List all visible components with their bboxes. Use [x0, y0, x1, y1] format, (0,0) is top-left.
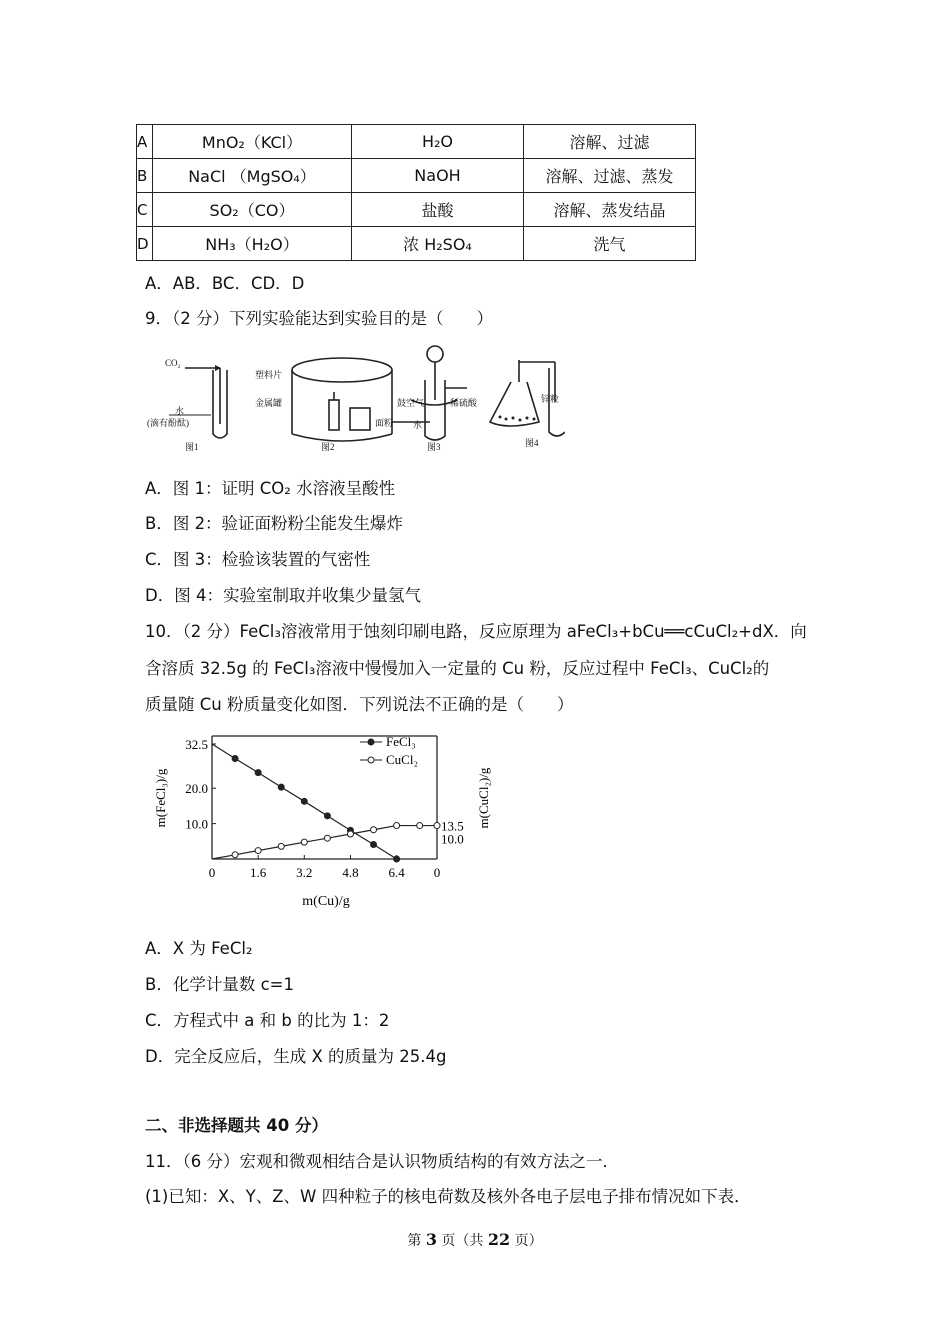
q8-answer-choices: A．AB．BC．CD．D	[145, 274, 305, 293]
q8-method-cell: 溶解、蒸发结晶	[524, 193, 696, 227]
chart-point	[278, 784, 284, 790]
q8-method-cell: 溶解、过滤、蒸发	[524, 159, 696, 193]
chart-point	[434, 823, 440, 829]
q8-method-cell: 洗气	[524, 227, 696, 261]
q8-row	[137, 125, 696, 159]
q9-option-b: B．图 2：验证面粉粉尘能发生爆炸	[145, 514, 404, 533]
q9-label-fig4: 图4	[525, 438, 539, 448]
q9-label-water3: 水	[413, 420, 423, 430]
q9-label-co2: CO₂	[165, 358, 181, 368]
q9-stem: 9．（2 分）下列实验能达到实验目的是（ ）	[145, 309, 493, 328]
q9-label-dilute-acid: 稀硫酸	[450, 398, 478, 408]
chart-point	[232, 852, 238, 858]
chart-x-tick-label: 6.4	[388, 865, 405, 880]
q9-label-can: 金属罐	[255, 398, 283, 408]
chart-y-tick-label: 20.0	[185, 781, 208, 797]
chart-x-end-label: 0	[433, 865, 441, 880]
chart-point	[417, 823, 423, 829]
chart-point	[324, 835, 330, 841]
q9-label-litmus: (滴有酚酞)	[147, 418, 189, 428]
q8-row-label: B	[137, 159, 153, 193]
q8-row	[137, 159, 696, 193]
q9-option-c: C．图 3：检验该装置的气密性	[145, 550, 371, 569]
chart-point	[371, 827, 377, 833]
q9-label-water: 水	[175, 406, 185, 416]
q8-substance-cell: NH₃（H₂O）	[153, 227, 352, 261]
q8-reagent-cell: 浓 H₂SO₄	[352, 227, 524, 261]
q8-row-label: C	[137, 193, 153, 227]
chart-point	[394, 823, 400, 829]
chart-series-line	[212, 826, 437, 859]
q8-method-cell: 溶解、过滤	[524, 125, 696, 159]
chart-x-tick-label: 1.6	[250, 865, 267, 880]
q9-label-fig2: 图2	[321, 442, 335, 452]
q8-row-label: D	[137, 227, 153, 261]
q8-row-label: A	[137, 125, 153, 159]
chart-y-tick-label: 32.5	[185, 737, 208, 752]
footer-page-number: 3	[425, 1230, 437, 1249]
chart-x-label: m(Cu)/g	[302, 894, 350, 909]
q10-option-c: C．方程式中 a 和 b 的比为 1：2	[145, 1011, 390, 1030]
legend-marker	[368, 739, 374, 745]
chart-x-tick-label: 4.8	[342, 865, 359, 880]
q9-label-flour: 面粉	[375, 418, 394, 428]
q8-row	[137, 193, 696, 227]
q10-option-b: B．化学计量数 c=1	[145, 975, 294, 994]
q9-label-fig1: 图1	[185, 442, 199, 452]
chart-y2-tick-label: 13.5	[441, 818, 464, 834]
q8-reagent-cell: H₂O	[352, 125, 524, 159]
footer-total-pages: 22	[487, 1230, 511, 1249]
chart-point	[347, 831, 353, 837]
q8-substance-cell: NaCl （MgSO₄）	[153, 159, 352, 193]
q9-label-air: 鼓空气	[397, 398, 425, 408]
q10-mass-chart	[145, 728, 515, 918]
q10-stem-line-3: 质量随 Cu 粉质量变化如图．下列说法不正确的是（ ）	[145, 695, 574, 714]
chart-point	[301, 798, 307, 804]
q10-stem-line-1: 10．（2 分）FeCl₃溶液常用于蚀刻印刷电路，反应原理为 aFeCl₃+bCu══cCuCl₂+dX．向	[145, 622, 807, 641]
legend-marker	[368, 757, 374, 763]
footer-prefix: 第	[407, 1233, 426, 1249]
chart-x-tick-label: 3.2	[296, 865, 313, 880]
chart-x-tick-label: 0	[208, 865, 216, 880]
legend-label: CuCl₂	[386, 752, 418, 767]
q9-option-d: D．图 4：实验室制取并收集少量氢气	[145, 586, 421, 605]
footer-suffix: 页）	[510, 1233, 543, 1249]
q9-label-plastic: 塑料片	[255, 370, 283, 380]
legend-label: FeCl₃	[386, 734, 416, 749]
chart-point	[301, 839, 307, 845]
chart-y-label: m(FeCl₃)/g	[153, 768, 168, 828]
chart-point	[324, 813, 330, 819]
q8-row	[137, 227, 696, 261]
q8-substance-cell: MnO₂（KCl）	[153, 125, 352, 159]
section-2-title: 二、非选择题共 40 分）	[145, 1116, 328, 1135]
q10-stem-line-2: 含溶质 32.5g 的 FeCl₃溶液中慢慢加入一定量的 Cu 粉，反应过程中 FeCl₃、CuCl₂的	[145, 659, 770, 678]
q8-reagent-cell: 盐酸	[352, 193, 524, 227]
chart-point	[255, 770, 261, 776]
chart-point	[371, 841, 377, 847]
q8-substance-cell: SO₂（CO）	[153, 193, 352, 227]
chart-point	[255, 848, 261, 854]
chart-y-tick-label: 10.0	[185, 816, 208, 832]
chart-point	[278, 843, 284, 849]
q11-stem: 11．（6 分）宏观和微观相结合是认识物质结构的有效方法之一．	[145, 1152, 619, 1171]
q8-reagent-cell: NaOH	[352, 159, 524, 193]
chart-point	[394, 856, 400, 862]
q9-label-fig3: 图3	[427, 442, 441, 452]
q8-options-table	[136, 124, 696, 261]
chart-point	[232, 756, 238, 762]
q9-label-zinc: 锌粒	[541, 394, 560, 404]
footer-mid: 页（共	[436, 1233, 488, 1249]
q10-option-a: A．X 为 FeCl₂	[145, 939, 253, 958]
q10-option-d: D．完全反应后，生成 X 的质量为 25.4g	[145, 1047, 447, 1066]
page-footer	[0, 1230, 950, 1250]
chart-y2-label: m(CuCl₂)/g	[476, 767, 491, 829]
q11-sub1: (1)已知：X、Y、Z、W 四种粒子的核电荷数及核外各电子层电子排布情况如下表．	[145, 1187, 751, 1206]
chart-y2-tick-label: 10.0	[441, 831, 464, 847]
q9-apparatus-figure	[145, 340, 565, 455]
q9-option-a: A．图 1：证明 CO₂ 水溶液呈酸性	[145, 479, 396, 498]
